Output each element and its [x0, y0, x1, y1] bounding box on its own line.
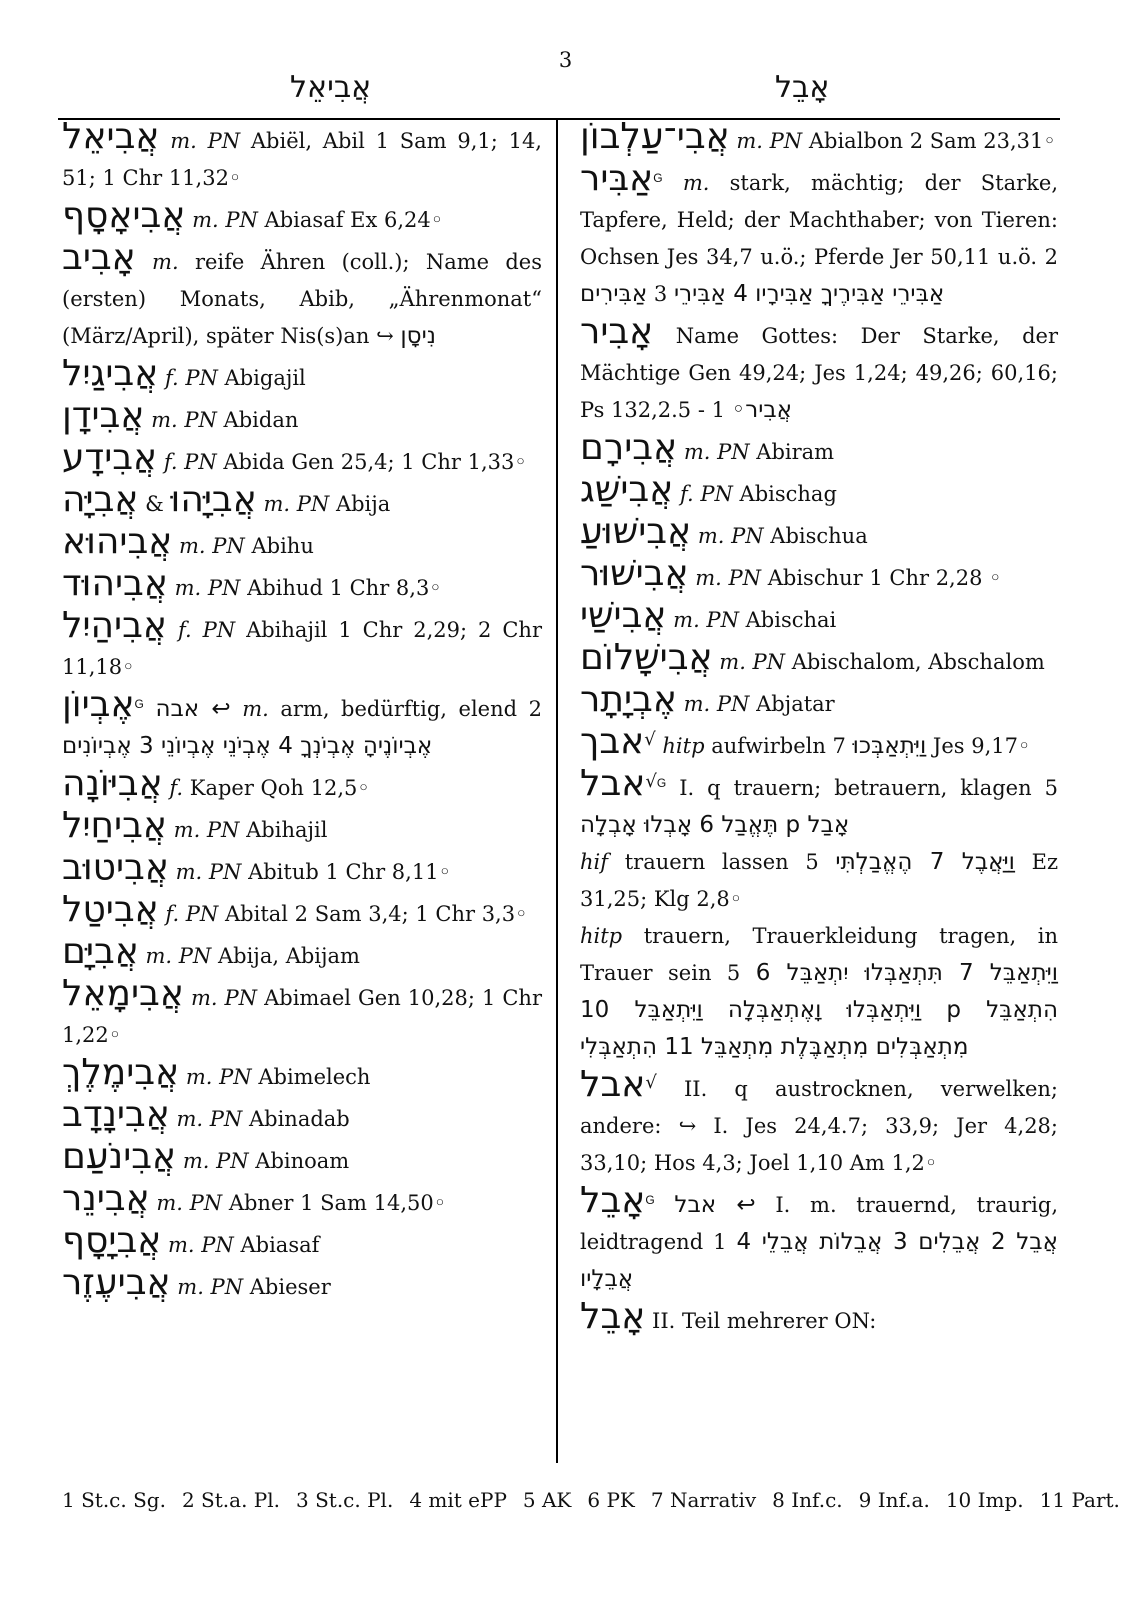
entry-grammar: f.	[169, 776, 184, 800]
entry-grammar: m. PN	[168, 1233, 234, 1257]
left-column	[62, 118, 542, 1306]
entry-headword: אֶבְיוֹן	[62, 684, 135, 725]
dictionary-entry	[580, 471, 1058, 513]
column-divider	[556, 118, 558, 1463]
entry-headword: אֲבִיהוּד	[62, 563, 168, 604]
entry-headword: אֲבִינֵר	[62, 1178, 150, 1219]
dictionary-entry	[62, 1222, 542, 1264]
entry-headword: אָבִיר	[580, 311, 654, 352]
entry-headword: אֲבִי־עַלְבוֹן	[580, 116, 730, 157]
footer-legend-item: 5 AK	[522, 1488, 572, 1512]
entry-grammar: m. PN	[695, 566, 762, 590]
entry-hebrew-forms: אֶבְיוֹנֶיהָ אֶבְיֹנְךָ 4 אֶבְיֹנֵי אֶבְיוֹנֵי 3 אֶבְיוֹנִים	[62, 733, 433, 759]
entry-headword: אֲבִידָע	[62, 437, 158, 478]
entry-headword: אֲבִישׁוּר	[580, 553, 689, 594]
footer-legend-item: 3 St.c. Pl.	[296, 1488, 394, 1512]
entry-grammar: hitp	[580, 924, 623, 948]
footer-legend-item: 11 Part.	[1039, 1488, 1120, 1512]
entry-hebrew-forms: וַיַּאֲבֶל 7 הֶאֱבַלְתִּי	[835, 849, 1015, 875]
entry-definition: Abija, Abijam	[217, 944, 360, 968]
entry-headword: אֲבִיָסָף	[62, 1220, 162, 1261]
entry-definition: Abida Gen 25,4; 1 Chr 1,33◦	[223, 450, 527, 474]
entry-grammar: f. PN	[679, 482, 733, 506]
entry-definition-cont: Jes 9,17◦	[932, 734, 1031, 758]
footer-legend-item: 1 St.c. Sg.	[62, 1488, 166, 1512]
dictionary-entry	[62, 118, 542, 197]
superscript-marker: G	[645, 1193, 655, 1207]
root-mark: √	[644, 729, 656, 750]
entry-hebrew-forms: אַבִּירֵי אַבִּירֶיךָ אַבִּירָיו 4 אַבִּירֵי	[673, 281, 945, 307]
entry-grammar: m. PN	[673, 608, 739, 632]
entry-headword: אֲבִיחַיִל	[62, 805, 167, 846]
entry-alt-headword: אֲבִיָּהוּ	[170, 479, 257, 520]
dictionary-entry	[62, 397, 542, 439]
entry-headword: אֲבִימָאֵל	[62, 973, 184, 1014]
entry-grammar: m. PN	[182, 1149, 249, 1173]
entry-headword: אָבֵל	[580, 1296, 646, 1337]
dictionary-entry	[580, 723, 1058, 765]
footer-legend-item: 6 PK	[587, 1488, 635, 1512]
root-mark: √	[645, 771, 657, 792]
entry-headword: אַבִּיר	[580, 158, 654, 199]
entry-definition: I. q trauern; betrauern, klagen 5	[679, 776, 1058, 800]
entry-headword: אבך	[580, 721, 645, 762]
entry-definition: Abihud 1 Chr 8,3◦	[247, 576, 442, 600]
entry-definition: Abiram	[756, 440, 835, 464]
entry-headword: אבל	[580, 763, 646, 804]
entry-hebrew-forms: אָבַל p תֶּאֱבַל 6 אָבְלוּ אָבְלָה	[580, 812, 850, 838]
dictionary-entry	[580, 681, 1058, 723]
entry-definition: II. Teil mehrerer ON:	[652, 1309, 877, 1333]
entry-grammar: m. PN	[683, 692, 750, 716]
entry-grammar: f. PN	[177, 618, 236, 642]
dictionary-entry	[62, 565, 542, 607]
entry-headword: אֲבִינָדָב	[62, 1094, 170, 1135]
root-mark: √	[645, 1072, 657, 1093]
entry-definition: Abihu	[251, 534, 314, 558]
dictionary-entry	[580, 765, 1058, 844]
entry-headword: אֲבִיגַיִל	[62, 353, 159, 394]
entry-grammar: m. PN	[179, 534, 245, 558]
entry-definition: Abischua	[770, 524, 868, 548]
dictionary-entry	[580, 639, 1058, 681]
entry-headword: אָבִיב	[62, 237, 136, 278]
entry-hebrew-forms: אַבִּירִים	[580, 281, 648, 307]
entry-grammar: m.	[242, 697, 269, 721]
entry-hebrew-forms: וַיִּתְאַבֵּל 7 תִּתְאַבְּלוּ יִתְאַבֵּל 6 הִתְאַבֵּל p וַיִּתְאַבְּלוּ וָאֶתְאַבְּלָה וַיִּתְאַבֵּל 10 מִתְאַבְּלִים מִתְאַבֶּלֶת מִתְאַבֵּל 11 הִתְאַבְּלִי	[580, 960, 1059, 1060]
entry-definition: Abidan	[223, 408, 299, 432]
footer-legend-item: 8 Inf.c.	[772, 1488, 843, 1512]
running-head-left: אֲבִיאֵל	[290, 70, 372, 105]
dictionary-entry	[62, 891, 542, 933]
footer-legend-item: 9 Inf.a.	[858, 1488, 930, 1512]
entry-definition: arm, bedürftig, elend 2	[280, 697, 542, 721]
footer-legend-item: 4 mit ePP	[409, 1488, 507, 1512]
entry-headword: אֲבִישׁוּעַ	[580, 511, 692, 552]
dictionary-entry	[62, 239, 542, 355]
entry-definition: Name Gottes: Der Starke, der Mächtige Gen 49,24; Jes 1,24; 49,26; 60,16; Ps 132,2.5 - 1	[580, 324, 1059, 422]
dictionary-entry	[62, 355, 542, 397]
entry-headword: אֲבִיטַל	[62, 889, 159, 930]
entry-headword: אֲבִיָּם	[62, 931, 139, 972]
dictionary-entry	[62, 849, 542, 891]
entry-grammar: m. PN	[736, 129, 803, 153]
entry-definition: stark, mächtig; der Starke, Tapfere, Held; der Machthaber; von Tieren: Ochsen Jes 34,7 u.ö.; Pferde Jer 50,11 u.ö. 2	[580, 171, 1059, 269]
entry-headword: אֲבִיהַיִל	[62, 605, 167, 646]
footer-legend-item: 7 Narrativ	[650, 1488, 757, 1512]
entry-headword: אֲבִיאֵל	[62, 116, 160, 157]
entry-definition: I. m. trauernd, traurig, leidtragend 1	[580, 1193, 1058, 1254]
entry-definition: Abihajil 1 Chr 2,29; 2 Chr 11,18◦	[62, 618, 542, 679]
entry-headword: אֲבִיָּה	[62, 479, 139, 520]
entry-hebrew-forms: אֲבֵל 2 אֲבֵלִים 3 אֲבֵלוֹת אֲבֵלֵי 4 אֲבֵלָיו	[580, 1229, 1058, 1292]
entry-grammar: m. PN	[263, 492, 330, 516]
entry-headword: אֲבִיעֶזֶר	[62, 1262, 171, 1303]
entry-definition: Abner 1 Sam 14,50◦	[228, 1191, 447, 1215]
entry-definition: Abital 2 Sam 3,4; 1 Chr 3,3◦	[225, 902, 528, 926]
footer-legend-item: 2 St.a. Pl.	[181, 1488, 280, 1512]
entry-definition: Abihajil	[246, 818, 328, 842]
entry-headword: אֲבִירָם	[580, 427, 678, 468]
entry-grammar: m. PN	[190, 986, 258, 1010]
entry-connector: &	[145, 492, 164, 516]
entry-headword: אבל	[580, 1064, 646, 1105]
entry-hebrew-forms: נִיסָן	[400, 323, 436, 349]
dictionary-entry	[580, 160, 1058, 313]
entry-definition: Abinoam	[255, 1149, 350, 1173]
page-number: 3	[558, 48, 573, 72]
dictionary-entry	[62, 1138, 542, 1180]
running-head-right: אָבֵל	[775, 70, 830, 105]
dictionary-entry	[580, 555, 1058, 597]
entry-definition: Abiasaf	[240, 1233, 320, 1257]
dictionary-entry	[580, 1182, 1058, 1298]
entry-grammar: m.	[152, 250, 179, 274]
entry-grammar: m. PN	[156, 1191, 223, 1215]
entry-grammar: m. PN	[192, 208, 258, 232]
entry-definition: Abischai	[745, 608, 837, 632]
entry-definition: Abiasaf Ex 6,24◦	[264, 208, 444, 232]
entry-definition: Abija	[335, 492, 391, 516]
entry-grammar: hitp	[662, 734, 705, 758]
entry-grammar: m.	[682, 171, 710, 195]
superscript-marker: G	[653, 171, 663, 185]
dictionary-entry	[580, 118, 1058, 160]
dictionary-entry	[62, 523, 542, 565]
entry-definition: aufwirbeln 7	[711, 734, 846, 758]
entry-grammar: m. PN	[683, 440, 750, 464]
entry-definition: II. q austrocknen, verwelken; andere: ↪ I. Jes 24,4.7; 33,9; Jer 4,28; 33,10; Hos 4,3; Joel 1,10 Am 1,2◦	[580, 1077, 1058, 1175]
entry-headword: אָבֵל	[580, 1180, 646, 1221]
entry-definition: Abialbon 2 Sam 23,31◦	[808, 129, 1056, 153]
dictionary-entry	[580, 1066, 1058, 1182]
dictionary-entry	[62, 1054, 542, 1096]
dictionary-entry	[62, 686, 542, 765]
entry-grammar: m. PN	[174, 576, 241, 600]
entry-definition: Kaper Qoh 12,5◦	[189, 776, 370, 800]
entry-definition: Abimelech	[258, 1065, 371, 1089]
dictionary-entry	[62, 197, 542, 239]
entry-headword: אֲבִינֹעַם	[62, 1136, 177, 1177]
superscript-marker: G	[656, 776, 667, 790]
entry-grammar: m. PN	[185, 1065, 252, 1089]
entry-headword: אֲבִימֶלֶךְ	[62, 1052, 180, 1093]
entry-grammar: m. PN	[697, 524, 764, 548]
footer-legend-item: 10 Imp.	[945, 1488, 1024, 1512]
entry-definition: trauern, Trauerkleidung tragen, in Trauer sein 5	[580, 924, 1058, 985]
entry-definition: Abinadab	[248, 1107, 350, 1131]
dictionary-entry	[580, 844, 1058, 918]
dictionary-entry	[62, 1180, 542, 1222]
entry-headword: אֲבִיטוּב	[62, 847, 169, 888]
entry-headword: אֲבִישַׁג	[580, 469, 674, 510]
entry-grammar: m. PN	[175, 860, 242, 884]
entry-hebrew-forms: וַיִּתְאַבְּכוּ	[852, 733, 927, 759]
dictionary-entry	[580, 1298, 1058, 1340]
dictionary-entry	[62, 439, 542, 481]
entry-hebrew-forms: אֲבִיר◦	[731, 397, 793, 423]
entry-cross-reference: ↩ אבל	[674, 1192, 756, 1218]
dictionary-entry	[62, 765, 542, 807]
entry-grammar: f. PN	[165, 902, 219, 926]
entry-definition: trauern lassen 5	[624, 850, 819, 874]
entry-grammar: f. PN	[163, 450, 217, 474]
entry-headword: אֲבִידָן	[62, 395, 145, 436]
footer-legend	[62, 1488, 1120, 1512]
superscript-marker: G	[134, 697, 144, 711]
dictionary-entry	[62, 807, 542, 849]
entry-grammar: f. PN	[164, 366, 218, 390]
entry-definition: Abjatar	[756, 692, 835, 716]
dictionary-entry	[62, 607, 542, 686]
entry-grammar: m. PN	[173, 818, 240, 842]
entry-headword: אֲבִישַׁי	[580, 595, 667, 636]
dictionary-entry	[580, 597, 1058, 639]
entry-grammar: m. PN	[176, 1107, 243, 1131]
dictionary-entry	[62, 1096, 542, 1138]
entry-definition-cont: 3	[653, 282, 668, 306]
entry-grammar: hif	[580, 850, 609, 874]
entry-grammar: m. PN	[170, 129, 241, 153]
entry-grammar: m. PN	[719, 650, 786, 674]
entry-headword: אֲבִיאָסָף	[62, 195, 186, 236]
entry-definition: Abischalom, Abschalom	[791, 650, 1045, 674]
entry-headword: אֲבִיּוֹנָה	[62, 763, 163, 804]
entry-headword: אֲבִיהוּא	[62, 521, 173, 562]
dictionary-entry	[580, 513, 1058, 555]
dictionary-entry	[62, 975, 542, 1054]
entry-definition: Abischur 1 Chr 2,28 ◦	[767, 566, 1002, 590]
entry-headword: אֲבִישָׁלוֹם	[580, 637, 713, 678]
entry-definition: Abitub 1 Chr 8,11◦	[248, 860, 451, 884]
entry-definition: Abischag	[739, 482, 837, 506]
entry-grammar: m. PN	[151, 408, 217, 432]
entry-definition: reife Ähren (coll.); Name des (ersten) Monats, Abib, „Ährenmonat“ (März/April), später Nis(s)an ↪	[62, 250, 542, 348]
entry-definition: Abigajil	[224, 366, 306, 390]
entry-cross-reference: ↩ אבה	[155, 696, 231, 722]
dictionary-entry	[62, 933, 542, 975]
right-column	[580, 118, 1058, 1340]
entry-headword: אֶבְיָתָר	[580, 679, 677, 720]
dictionary-entry	[62, 1264, 542, 1306]
entry-grammar: m. PN	[145, 944, 212, 968]
dictionary-entry	[580, 429, 1058, 471]
entry-grammar: m. PN	[177, 1275, 244, 1299]
entry-definition: Abiël, Abil 1 Sam 9,1; 14, 51; 1 Chr 11,32◦	[62, 129, 542, 190]
entry-definition: Abieser	[249, 1275, 331, 1299]
dictionary-entry	[580, 313, 1058, 429]
entry-definition-cont: Ez 31,25; Klg 2,8◦	[580, 850, 1059, 911]
entry-definition: Abimael Gen 10,28; 1 Chr 1,22◦	[62, 986, 542, 1047]
dictionary-entry	[62, 481, 542, 523]
dictionary-entry	[580, 918, 1058, 1066]
